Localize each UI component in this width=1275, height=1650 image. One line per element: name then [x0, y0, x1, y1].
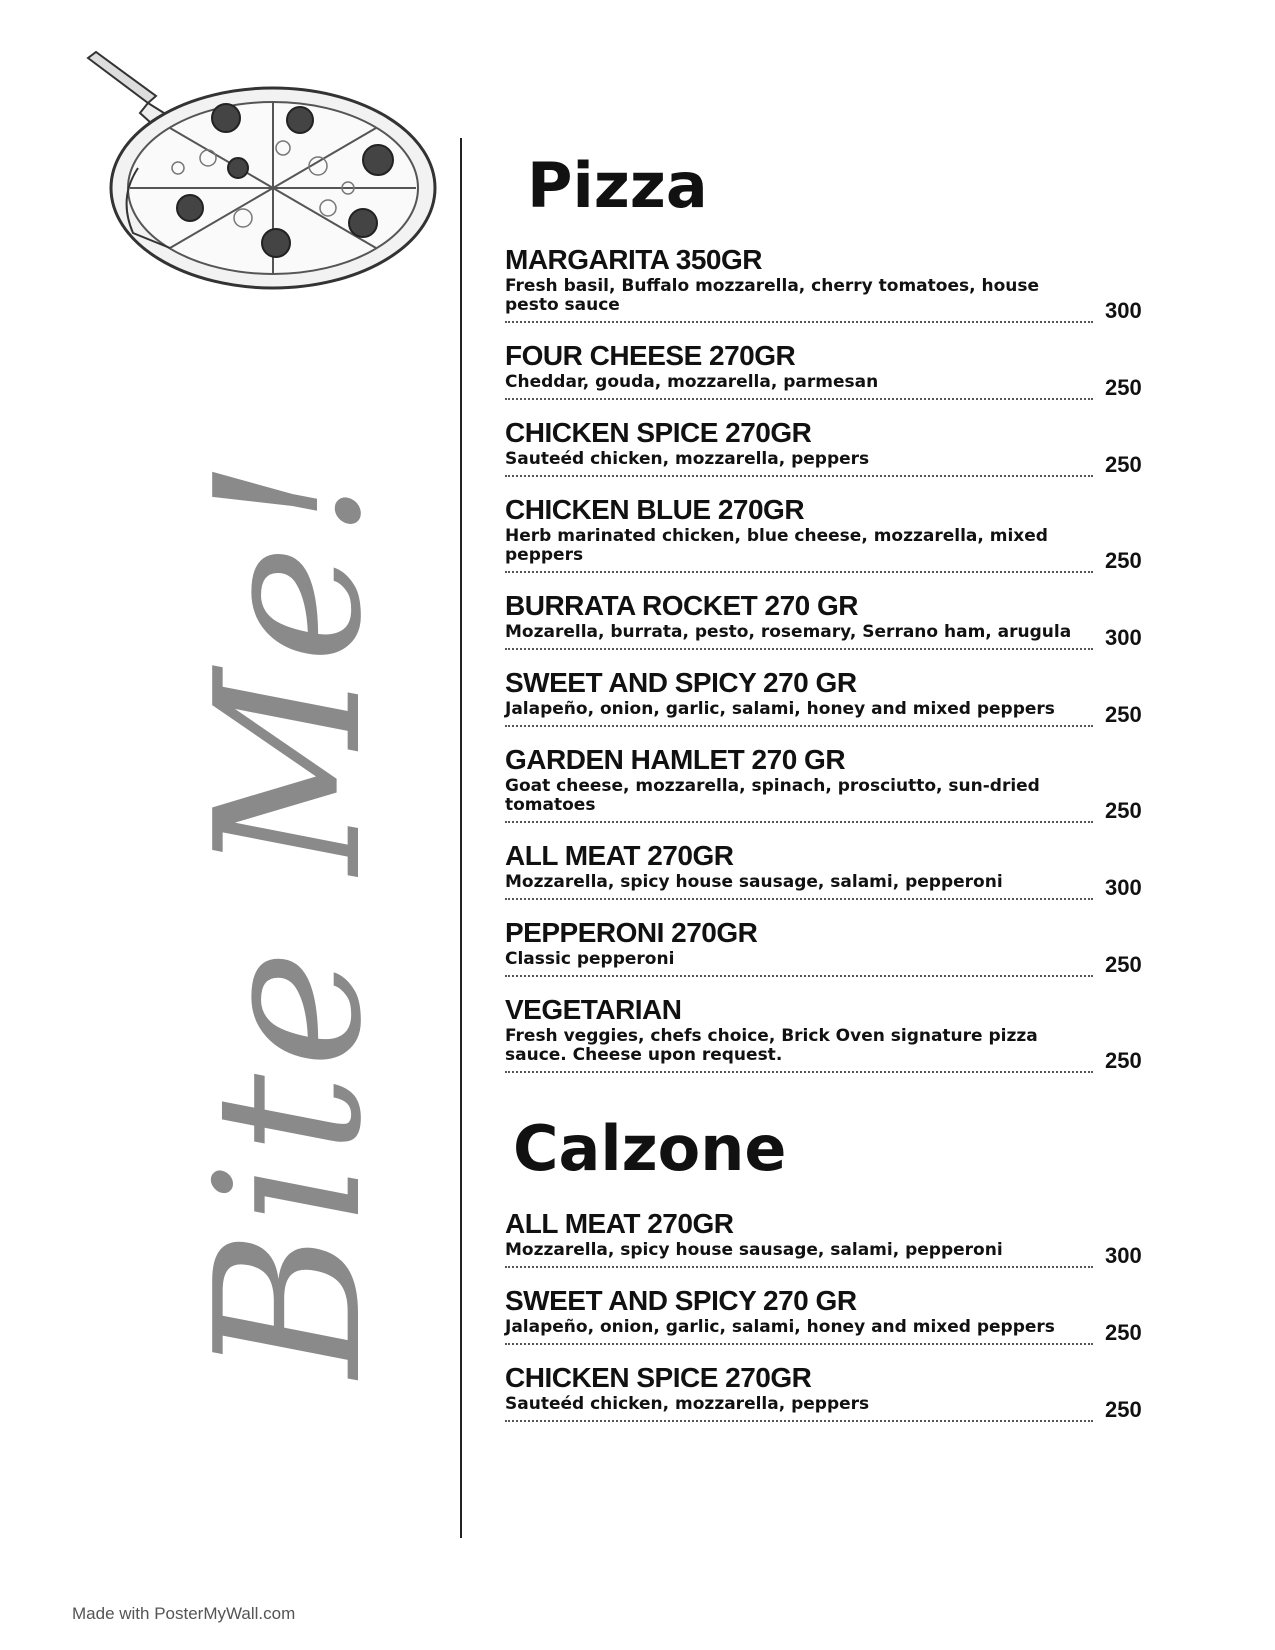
pizza-slice-illustration: [78, 48, 448, 308]
menu-item: [505, 916, 1145, 977]
item-name: CHICKEN BLUE 270GR: [505, 494, 805, 526]
item-description: Mozzarella, spicy house sausage, salami, pepperoni: [505, 1241, 1093, 1268]
item-name: VEGETARIAN: [505, 994, 682, 1026]
item-description: Mozarella, burrata, pesto, rosemary, Serrano ham, arugula: [505, 623, 1093, 650]
item-name: GARDEN HAMLET 270 GR: [505, 744, 846, 776]
item-price: 300: [1105, 1242, 1142, 1268]
calzone-items: [505, 1207, 1145, 1422]
item-description: Sauteéd chicken, mozzarella, peppers: [505, 1395, 1093, 1422]
item-description: Cheddar, gouda, mozzarella, parmesan: [505, 373, 1093, 400]
item-price: 300: [1105, 298, 1142, 324]
item-name: ALL MEAT 270GR: [505, 840, 734, 872]
item-name: SWEET AND SPICY 270 GR: [505, 667, 857, 699]
item-price: 250: [1105, 1396, 1142, 1422]
item-name: BURRATA ROCKET 270 GR: [505, 590, 859, 622]
menu-item: [505, 743, 1145, 823]
menu-item: [505, 243, 1145, 323]
item-description: Mozzarella, spicy house sausage, salami, pepperoni: [505, 873, 1093, 900]
item-name: PEPPERONI 270GR: [505, 917, 758, 949]
item-description: Jalapeño, onion, garlic, salami, honey and mixed peppers: [505, 1318, 1093, 1345]
item-price: 300: [1105, 625, 1142, 651]
menu-item: [505, 666, 1145, 727]
item-description: Classic pepperoni: [505, 950, 1093, 977]
item-name: MARGARITA 350GR: [505, 244, 762, 276]
menu-item: [505, 416, 1145, 477]
section-title-pizza: Pizza: [527, 149, 708, 222]
item-price: 250: [1105, 702, 1142, 728]
pizza-items: [505, 243, 1145, 1073]
item-description: Goat cheese, mozzarella, spinach, prosciutto, sun-dried tomatoes: [505, 777, 1093, 823]
menu-item: [505, 839, 1145, 900]
section-title-calzone: Calzone: [513, 1112, 787, 1186]
item-price: 250: [1105, 798, 1142, 824]
item-price: 250: [1105, 1319, 1142, 1345]
item-price: 250: [1105, 548, 1142, 574]
item-description: Fresh basil, Buffalo mozzarella, cherry tomatoes, house pesto sauce: [505, 277, 1093, 323]
menu-item: [505, 1207, 1145, 1268]
menu-item: [505, 339, 1145, 400]
item-price: 250: [1105, 952, 1142, 978]
item-description: Fresh veggies, chefs choice, Brick Oven signature pizza sauce. Cheese upon request.: [505, 1027, 1093, 1073]
item-price: 300: [1105, 875, 1142, 901]
menu-item: [505, 993, 1145, 1073]
item-name: CHICKEN SPICE 270GR: [505, 1361, 812, 1393]
item-name: SWEET AND SPICY 270 GR: [505, 1284, 857, 1316]
item-price: 250: [1105, 375, 1142, 401]
item-price: 250: [1105, 452, 1142, 478]
menu: [505, 150, 1145, 1438]
item-name: CHICKEN SPICE 270GR: [505, 417, 812, 449]
item-name: FOUR CHEESE 270GR: [505, 340, 796, 372]
menu-item: [505, 493, 1145, 573]
footer-credit: Made with PosterMyWall.com: [72, 1604, 296, 1623]
menu-item: [505, 1284, 1145, 1345]
menu-item: [505, 1361, 1145, 1422]
item-description: Jalapeño, onion, garlic, salami, honey and mixed peppers: [505, 700, 1093, 727]
item-name: ALL MEAT 270GR: [505, 1207, 734, 1239]
item-price: 250: [1105, 1048, 1142, 1074]
slogan: Bite Me!: [173, 452, 406, 1378]
item-description: Sauteéd chicken, mozzarella, peppers: [505, 450, 1093, 477]
menu-item: [505, 589, 1145, 650]
vertical-divider: [460, 138, 462, 1538]
item-description: Herb marinated chicken, blue cheese, mozzarella, mixed peppers: [505, 527, 1093, 573]
